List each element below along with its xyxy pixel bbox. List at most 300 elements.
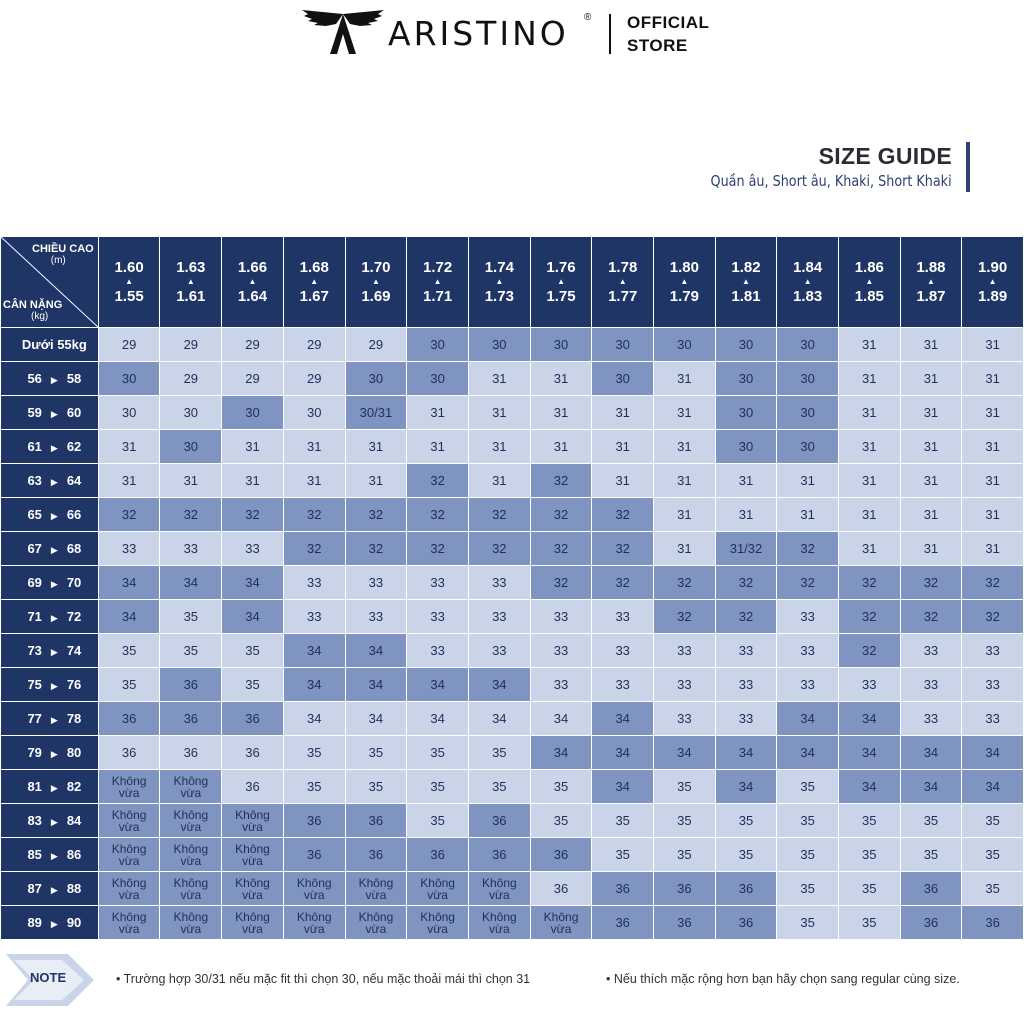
size-cell: 34	[777, 736, 839, 770]
size-cell: 31	[962, 362, 1024, 396]
size-cell: 35	[654, 804, 716, 838]
weight-to: 62	[66, 439, 82, 454]
height-min: 1.87	[916, 288, 946, 305]
size-cell: Không vừa	[98, 770, 160, 804]
size-cell: 33	[530, 634, 592, 668]
height-max: 1.86	[854, 259, 884, 276]
weight-from: 71	[27, 609, 42, 624]
triangle-right-icon: ▶	[50, 409, 58, 419]
size-cell: 35	[900, 804, 962, 838]
size-cell: 33	[530, 668, 592, 702]
size-cell: 31	[900, 498, 962, 532]
size-cell: 30	[468, 328, 530, 362]
size-table	[0, 236, 1024, 940]
height-min: 1.79	[669, 288, 699, 305]
size-cell: 34	[530, 702, 592, 736]
weight-row-header	[1, 668, 99, 702]
height-min: 1.61	[176, 288, 206, 305]
size-cell: Không vừa	[345, 872, 407, 906]
size-cell: 30	[98, 362, 160, 396]
height-max: 1.90	[978, 259, 1008, 276]
size-cell: 31	[900, 328, 962, 362]
height-max: 1.63	[176, 259, 206, 276]
size-cell: 30	[715, 362, 777, 396]
triangle-up-icon: ▲	[557, 277, 565, 286]
size-cell: 29	[345, 328, 407, 362]
weight-to: 88	[66, 881, 82, 896]
height-max: 1.74	[484, 259, 514, 276]
size-cell: 33	[592, 600, 654, 634]
height-max: 1.78	[608, 259, 638, 276]
size-cell: 32	[407, 498, 469, 532]
weight-from: 61	[27, 439, 42, 454]
size-cell: 31	[962, 396, 1024, 430]
size-cell: 32	[468, 532, 530, 566]
size-cell: 32	[715, 566, 777, 600]
size-cell: 31	[962, 430, 1024, 464]
size-cell: 32	[407, 464, 469, 498]
size-cell: 33	[962, 702, 1024, 736]
size-cell: 29	[222, 328, 284, 362]
size-cell: 29	[98, 328, 160, 362]
size-cell: 31	[962, 498, 1024, 532]
weight-to: 90	[66, 915, 82, 930]
size-cell: 35	[654, 838, 716, 872]
size-cell: 30	[715, 430, 777, 464]
size-cell: 36	[222, 770, 284, 804]
weight-to: 84	[66, 813, 82, 828]
weight-to: 58	[66, 371, 82, 386]
size-cell: 31	[777, 498, 839, 532]
size-cell: 31	[962, 328, 1024, 362]
size-cell: 32	[283, 498, 345, 532]
weight-label: Dưới 55kg	[21, 337, 87, 352]
size-cell: 36	[222, 702, 284, 736]
weight-to: 64	[66, 473, 82, 488]
weight-row-header	[1, 362, 99, 396]
table-row	[1, 906, 1024, 940]
weight-row-header	[1, 634, 99, 668]
note-item-2: • Nếu thích mặc rộng hơn bạn hãy chọn sang regular cùng size.	[606, 972, 960, 986]
triangle-up-icon: ▲	[495, 277, 504, 286]
weight-axis-label: CÂN NẶNG (kg)	[3, 299, 63, 322]
size-cell: 33	[777, 634, 839, 668]
size-cell: 33	[777, 668, 839, 702]
triangle-right-icon: ▶	[50, 681, 58, 691]
size-cell: Không vừa	[530, 906, 592, 940]
size-cell: 29	[160, 362, 222, 396]
size-cell: 30	[715, 396, 777, 430]
size-cell: 35	[345, 736, 407, 770]
size-cell: 34	[592, 736, 654, 770]
size-cell: 31	[283, 430, 345, 464]
size-cell: 31	[530, 396, 592, 430]
size-cell: 32	[900, 566, 962, 600]
size-cell: 29	[283, 362, 345, 396]
triangle-up-icon: ▲	[186, 277, 195, 286]
size-cell: 34	[407, 702, 469, 736]
triangle-up-icon: ▲	[248, 277, 257, 286]
height-column-header	[468, 237, 530, 328]
size-cell: 31	[654, 430, 716, 464]
size-cell: 35	[838, 872, 900, 906]
size-cell: 33	[715, 702, 777, 736]
size-cell: 33	[98, 532, 160, 566]
size-cell: 33	[468, 566, 530, 600]
table-row	[1, 804, 1024, 838]
triangle-right-icon: ▶	[50, 545, 58, 555]
store-line-2: STORE	[627, 36, 688, 55]
size-cell: 34	[345, 702, 407, 736]
size-cell: 34	[962, 736, 1024, 770]
height-column-header	[283, 237, 345, 328]
size-cell: 30	[715, 328, 777, 362]
triangle-up-icon: ▲	[865, 277, 874, 286]
table-row	[1, 396, 1024, 430]
triangle-right-icon: ▶	[50, 579, 58, 589]
size-cell: Không vừa	[160, 838, 222, 872]
size-cell: 31	[530, 430, 592, 464]
size-cell: 31	[654, 396, 716, 430]
table-row	[1, 328, 1024, 362]
size-cell: 35	[838, 804, 900, 838]
guide-subtitle: Quần âu, Short âu, Khaki, Short Khaki	[710, 172, 952, 190]
size-cell: 31	[407, 430, 469, 464]
size-cell: 36	[530, 838, 592, 872]
size-cell: 30	[777, 362, 839, 396]
size-cell: 36	[98, 702, 160, 736]
size-cell: 33	[715, 668, 777, 702]
triangle-right-icon: ▶	[50, 919, 58, 929]
size-cell: 31	[592, 396, 654, 430]
height-min: 1.83	[793, 288, 823, 305]
triangle-up-icon: ▲	[310, 277, 319, 286]
size-cell: 36	[592, 906, 654, 940]
size-cell: 36	[715, 872, 777, 906]
size-cell: Không vừa	[468, 906, 530, 940]
size-cell: 32	[530, 464, 592, 498]
size-cell: 33	[345, 600, 407, 634]
height-min: 1.69	[361, 288, 391, 305]
size-cell: 35	[468, 770, 530, 804]
size-cell: 31	[838, 464, 900, 498]
weight-from: 77	[27, 711, 42, 726]
size-cell: 31	[900, 532, 962, 566]
size-cell: 34	[283, 634, 345, 668]
size-cell: 36	[900, 872, 962, 906]
size-cell: 35	[98, 668, 160, 702]
size-cell: Không vừa	[98, 838, 160, 872]
weight-from: 65	[27, 507, 42, 522]
table-row	[1, 770, 1024, 804]
height-column-header	[900, 237, 962, 328]
weight-to: 76	[66, 677, 82, 692]
table-row	[1, 430, 1024, 464]
size-cell: 31	[592, 430, 654, 464]
table-row	[1, 838, 1024, 872]
size-cell: 32	[654, 600, 716, 634]
size-cell: 34	[838, 702, 900, 736]
note-label: NOTE	[30, 970, 67, 985]
size-table-body	[1, 328, 1024, 940]
height-axis-label: CHIỀU CAO (m)	[32, 243, 94, 266]
size-cell: 33	[654, 668, 716, 702]
size-cell: 36	[283, 804, 345, 838]
size-cell: 35	[530, 770, 592, 804]
size-cell: 30	[283, 396, 345, 430]
triangle-right-icon: ▶	[50, 613, 58, 623]
size-cell: 31	[222, 464, 284, 498]
size-cell: 29	[160, 328, 222, 362]
size-cell: 34	[345, 668, 407, 702]
size-cell: Không vừa	[222, 906, 284, 940]
table-row	[1, 702, 1024, 736]
size-cell: 36	[160, 668, 222, 702]
size-cell: 33	[407, 600, 469, 634]
size-cell: 32	[777, 566, 839, 600]
size-cell: 36	[654, 872, 716, 906]
size-cell: 35	[777, 770, 839, 804]
size-cell: 32	[592, 498, 654, 532]
size-cell: 35	[962, 872, 1024, 906]
size-cell: 35	[715, 804, 777, 838]
size-cell: 34	[715, 770, 777, 804]
size-cell: 31	[592, 464, 654, 498]
size-cell: 31	[654, 498, 716, 532]
table-row	[1, 668, 1024, 702]
size-cell: 35	[715, 838, 777, 872]
triangle-up-icon: ▲	[803, 277, 812, 286]
size-cell: 34	[592, 770, 654, 804]
weight-to: 68	[66, 541, 82, 556]
triangle-up-icon: ▲	[742, 277, 750, 286]
triangle-right-icon: ▶	[50, 715, 58, 725]
height-max: 1.82	[731, 259, 761, 276]
size-cell: 35	[777, 906, 839, 940]
size-cell: 34	[838, 736, 900, 770]
size-cell: Không vừa	[407, 906, 469, 940]
size-cell: 30	[592, 328, 654, 362]
size-cell: 31	[777, 464, 839, 498]
official-store-label	[627, 11, 709, 57]
table-row	[1, 464, 1024, 498]
size-guide-heading	[668, 142, 970, 192]
height-column-header	[962, 237, 1024, 328]
triangle-up-icon: ▲	[618, 277, 627, 286]
size-cell: 35	[777, 872, 839, 906]
size-cell: 33	[468, 600, 530, 634]
size-cell: 34	[468, 668, 530, 702]
table-corner	[1, 237, 99, 328]
size-cell: 31	[838, 362, 900, 396]
height-min: 1.75	[546, 288, 576, 305]
store-line-1: OFFICIAL	[627, 13, 710, 32]
size-cell: 32	[283, 532, 345, 566]
size-cell: 34	[98, 566, 160, 600]
triangle-right-icon: ▶	[50, 885, 58, 895]
size-cell: 34	[407, 668, 469, 702]
size-cell: 35	[900, 838, 962, 872]
size-cell: 30	[530, 328, 592, 362]
weight-from: 87	[27, 881, 42, 896]
size-cell: 31	[530, 362, 592, 396]
size-cell: 34	[900, 736, 962, 770]
triangle-right-icon: ▶	[50, 511, 58, 521]
weight-row-header	[1, 906, 99, 940]
size-cell: 34	[962, 770, 1024, 804]
size-cell: 35	[407, 770, 469, 804]
size-cell: 36	[222, 736, 284, 770]
size-cell: 35	[962, 838, 1024, 872]
height-min: 1.55	[114, 288, 144, 305]
size-cell: 33	[838, 668, 900, 702]
size-cell: Không vừa	[160, 872, 222, 906]
height-column-header	[715, 237, 777, 328]
weight-from: 69	[27, 575, 42, 590]
size-cell: 32	[222, 498, 284, 532]
height-min: 1.89	[978, 288, 1008, 305]
note-section	[0, 952, 1024, 1008]
table-row	[1, 872, 1024, 906]
size-cell: 31	[98, 430, 160, 464]
size-cell: 35	[468, 736, 530, 770]
size-cell: 32	[838, 634, 900, 668]
size-cell: 31	[900, 464, 962, 498]
triangle-right-icon: ▶	[50, 647, 58, 657]
size-cell: 35	[160, 600, 222, 634]
size-cell: 33	[592, 634, 654, 668]
size-cell: 35	[592, 838, 654, 872]
size-cell: 32	[962, 566, 1024, 600]
size-cell: 33	[777, 600, 839, 634]
size-cell: 30	[222, 396, 284, 430]
size-cell: 32	[530, 498, 592, 532]
size-cell: 33	[345, 566, 407, 600]
size-cell: Không vừa	[407, 872, 469, 906]
height-max: 1.80	[669, 259, 699, 276]
size-cell: 32	[838, 566, 900, 600]
weight-to: 86	[66, 847, 82, 862]
size-cell: 30	[777, 396, 839, 430]
size-cell: 33	[407, 566, 469, 600]
height-min: 1.64	[237, 288, 268, 305]
size-cell: 32	[777, 532, 839, 566]
weight-to: 66	[66, 507, 82, 522]
size-cell: 30	[777, 430, 839, 464]
size-cell: 33	[283, 600, 345, 634]
size-cell: 31	[838, 328, 900, 362]
weight-row-header	[1, 396, 99, 430]
size-cell: Không vừa	[468, 872, 530, 906]
brand-header	[300, 4, 740, 56]
weight-to: 80	[66, 745, 82, 760]
size-cell: 35	[838, 838, 900, 872]
weight-from: 75	[27, 677, 42, 692]
size-cell: 31	[407, 396, 469, 430]
size-cell: 33	[962, 668, 1024, 702]
size-cell: 30	[777, 328, 839, 362]
size-cell: 31	[345, 464, 407, 498]
height-max: 1.68	[299, 259, 329, 276]
height-min: 1.77	[608, 288, 638, 305]
table-row	[1, 498, 1024, 532]
height-max: 1.84	[793, 259, 823, 276]
size-cell: 35	[345, 770, 407, 804]
size-cell: 30	[345, 362, 407, 396]
weight-row-header	[1, 498, 99, 532]
weight-to: 72	[66, 609, 82, 624]
size-cell: 30	[160, 396, 222, 430]
size-cell: Không vừa	[222, 838, 284, 872]
size-cell: 36	[962, 906, 1024, 940]
triangle-up-icon: ▲	[125, 277, 134, 286]
table-row	[1, 566, 1024, 600]
size-cell: 31	[962, 464, 1024, 498]
size-cell: 35	[407, 804, 469, 838]
triangle-up-icon: ▲	[371, 277, 380, 286]
height-min: 1.73	[484, 288, 514, 305]
size-cell: 36	[160, 702, 222, 736]
weight-row-header	[1, 838, 99, 872]
size-cell: 34	[838, 770, 900, 804]
size-cell: Không vừa	[98, 872, 160, 906]
size-cell: 31	[838, 430, 900, 464]
size-cell: 32	[592, 532, 654, 566]
weight-from: 67	[27, 541, 42, 556]
size-cell: 31	[838, 396, 900, 430]
size-cell: 31	[468, 362, 530, 396]
height-min: 1.71	[423, 288, 453, 305]
size-cell: 31	[715, 498, 777, 532]
weight-to: 74	[66, 643, 82, 658]
size-cell: 32	[98, 498, 160, 532]
size-cell: 33	[654, 634, 716, 668]
weight-row-header	[1, 532, 99, 566]
height-column-header	[222, 237, 284, 328]
size-cell: 29	[222, 362, 284, 396]
weight-from: 83	[27, 813, 42, 828]
height-column-header	[160, 237, 222, 328]
weight-from: 89	[27, 915, 42, 930]
size-cell: 32	[654, 566, 716, 600]
size-cell: 31	[468, 430, 530, 464]
size-cell: 36	[98, 736, 160, 770]
table-row	[1, 362, 1024, 396]
height-column-header	[654, 237, 716, 328]
height-column-header	[592, 237, 654, 328]
weight-to: 78	[66, 711, 82, 726]
size-cell: 32	[530, 532, 592, 566]
size-cell: 35	[838, 906, 900, 940]
height-max: 1.70	[361, 259, 391, 276]
weight-from: 59	[27, 405, 42, 420]
triangle-right-icon: ▶	[50, 851, 58, 861]
height-max: 1.72	[423, 259, 453, 276]
size-cell: 31/32	[715, 532, 777, 566]
weight-row-header	[1, 566, 99, 600]
size-cell: 32	[345, 532, 407, 566]
triangle-right-icon: ▶	[50, 375, 58, 385]
triangle-up-icon: ▲	[680, 277, 689, 286]
size-cell: 35	[592, 804, 654, 838]
height-header-row	[1, 237, 1024, 328]
size-cell: 31	[98, 464, 160, 498]
size-cell: 35	[654, 770, 716, 804]
weight-from: 63	[27, 473, 42, 488]
triangle-right-icon: ▶	[50, 749, 58, 759]
weight-from: 81	[27, 779, 42, 794]
size-cell: Không vừa	[98, 804, 160, 838]
